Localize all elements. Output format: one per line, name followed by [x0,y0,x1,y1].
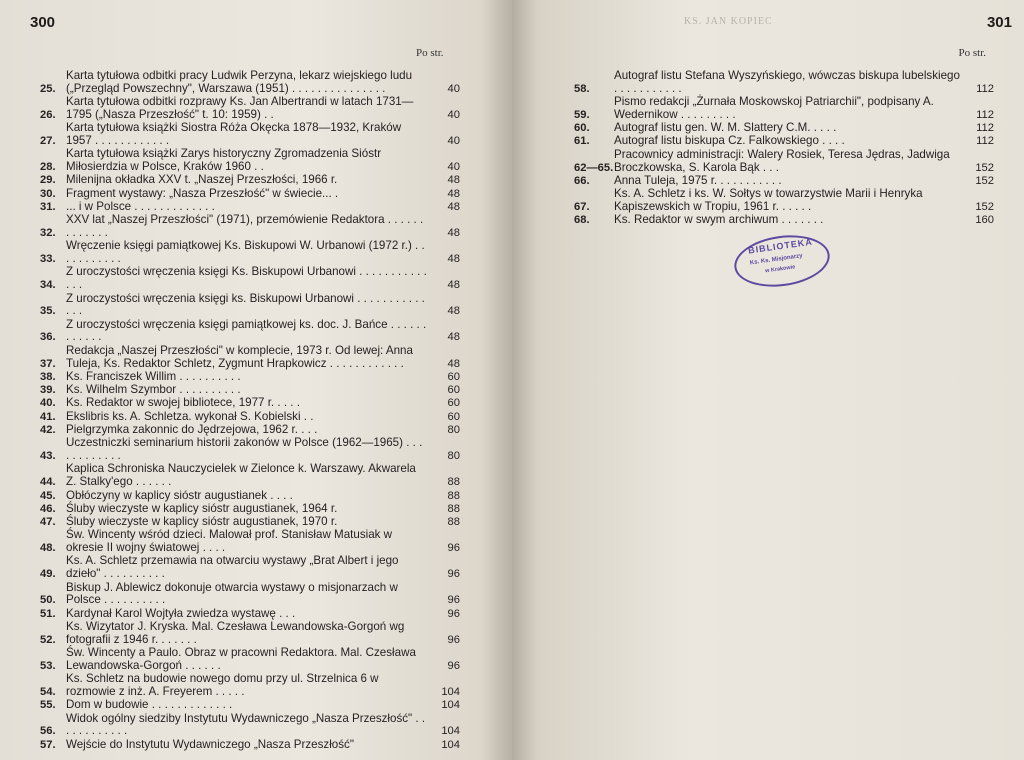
entry-number: 39. [40,384,56,397]
entry-number: 28. [40,161,56,174]
entry-number: 57. [40,738,56,751]
entry-number: 62—65. [574,161,614,174]
entry-caption: Z uroczystości wręczenia księgi Ks. Biskupowi Urbanowi . . . . . . . . . . . . . . [66,265,427,292]
entry-caption: Karta tytułowa książki Siostra Róża Okęcka 1878—1932, Kraków 1957 . . . . . . . . . . . . [66,121,402,147]
stamp-line-3: w Krakowie [764,264,796,275]
entry-page-number: 104 [441,738,460,751]
entry-number: 52. [40,633,56,646]
entry-number: 38. [40,370,56,383]
entry-page-number: 104 [441,699,460,712]
entry-page-number: 112 [976,122,994,135]
entry-page-number: 40 [447,82,460,95]
list-item [40,240,460,266]
entry-page-number: 48 [447,253,460,266]
list-item [40,411,460,424]
entry-number: 37. [40,357,56,370]
entry-caption: Uczestniczki seminarium historii zakonów w Polsce (1962—1965) . . . . . . . . . . . . [66,436,423,463]
right-page-number: 301 [986,14,1012,31]
entry-caption: Ks. A. Schletz i ks. W. Sołtys w towarzystwie Marii i Henryka Kapiszewskich w Tropiu, 1961 r. . . . . . [614,187,923,213]
entry-caption: Widok ogólny siedziby Instytutu Wydawniczego „Nasza Przeszłość" . . . . . . . . . . . . [66,711,426,738]
list-item [40,174,460,187]
entry-page-number: 112 [976,82,994,95]
entry-number: 51. [40,607,56,620]
list-item [40,463,460,489]
entry-caption: Ks. Schletz na budowie nowego domu przy ul. Strzelnica 6 w rozmowie z inż. A. Freyerem . . . . . [66,672,379,698]
list-item [574,149,994,175]
list-item [40,384,460,397]
list-item [40,699,460,712]
list-item [40,122,460,148]
list-item [40,437,460,463]
right-page [512,0,1024,760]
entry-page-number: 112 [976,108,994,121]
list-item [574,96,994,122]
entry-caption: Karta tytułowa odbitki rozprawy Ks. Jan Albertrandi w latach 1731—1795 („Nasza Przeszłość" t. 10: 1959) . . [66,95,414,121]
list-item [40,739,460,752]
entry-page-number: 60 [447,397,460,410]
list-item [574,188,994,214]
entry-page-number: 40 [447,134,460,147]
list-item [40,490,460,503]
entry-caption: Pracownicy administracji: Walery Rosiek, Teresa Jędras, Jadwiga Broczkowska, S. Karola Bąk . . . [614,147,950,174]
list-item [40,397,460,410]
entry-caption: ... i w Polsce . . . . . . . . . . . . . [66,199,215,213]
list-item [40,529,460,555]
entry-number: 60. [574,122,590,135]
library-stamp [731,230,833,293]
entry-page-number: 96 [447,633,460,646]
entry-page-number: 48 [447,357,460,370]
left-page-number: 300 [30,14,56,31]
entry-number: 41. [40,410,56,423]
entry-caption: Fragment wystawy: „Nasza Przeszłość" w świecie... . [66,186,339,200]
entry-caption: Wejście do Instytutu Wydawniczego „Nasza Przeszłość" [66,737,354,751]
entry-caption: Milenijna okładka XXV t. „Naszej Przeszłości, 1966 r. [66,173,338,187]
entry-page-number: 104 [441,685,460,698]
entry-caption: Redakcja „Naszej Przeszłości" w komplecie, 1973 r. Od lewej: Anna Tuleja, Ks. Redaktor Schletz, Zygmunt Hrapkowicz . . . . . . . . . . . . [66,343,413,370]
entry-caption: Śluby wieczyste w kaplicy sióstr augustianek, 1964 r. [66,501,338,515]
entry-page-number: 48 [447,174,460,187]
entry-page-number: 48 [447,227,460,240]
entry-page-number: 152 [975,200,994,213]
entry-number: 59. [574,108,590,121]
entry-caption: Obłóczyny w kaplicy sióstr augustianek . . . . [66,488,293,502]
entry-number: 25. [40,82,56,95]
entry-number: 48. [40,542,56,555]
entry-number: 35. [40,305,56,318]
entry-caption: Dom w budowie . . . . . . . . . . . . . [66,698,233,712]
entry-page-number: 88 [447,516,460,529]
list-item [40,647,460,673]
entry-number: 58. [574,82,590,95]
entry-page-number: 112 [976,135,994,148]
list-item [574,214,994,227]
entry-page-number: 96 [447,594,460,607]
entry-page-number: 48 [447,200,460,213]
entry-page-number: 80 [447,450,460,463]
entry-caption: Ks. Redaktor w swojej bibliotece, 1977 r. . . . . [66,396,300,410]
entry-number: 46. [40,502,56,515]
list-item [40,266,460,292]
entry-caption: Ks. Wizytator J. Kryska. Mal. Czesława Lewandowska-Gorgoń wg fotografii z 1946 r. . . . . . . [66,619,405,646]
left-entry-list [40,70,460,752]
entry-caption: Ks. Redaktor w swym archiwum . . . . . . . [614,213,824,227]
left-column-header: Po str. [416,47,444,59]
stamp-line-2: Ks. Ks. Misjonarzy [749,253,803,267]
entry-number: 56. [40,725,56,738]
entry-number: 30. [40,187,56,200]
entry-number: 36. [40,331,56,344]
entry-number: 47. [40,516,56,529]
list-item [40,293,460,319]
entry-caption: Autograf listu biskupa Cz. Falkowskiego . . . . [614,134,845,148]
entry-caption: Z uroczystości wręczenia księgi pamiątkowej ks. doc. J. Bańce . . . . . . . . . . . . [66,317,427,344]
entry-caption: Pismo redakcji „Żurnała Moskowskoj Patriarchii", podpisany A. Wedernikow . . . . . . . . . [614,95,934,121]
entry-number: 49. [40,568,56,581]
entry-caption: Anna Tuleja, 1975 r. . . . . . . . . . . [614,173,782,187]
entry-page-number: 96 [447,607,460,620]
entry-page-number: 48 [447,279,460,292]
entry-page-number: 96 [447,568,460,581]
list-item [574,122,994,135]
entry-page-number: 88 [447,502,460,515]
entry-number: 50. [40,594,56,607]
entry-number: 67. [574,200,590,213]
entry-number: 29. [40,174,56,187]
list-item [40,516,460,529]
entry-caption: Kaplica Schroniska Nauczycielek w Zielonce k. Warszawy. Akwarela Z. Stalky'ego . . . . . . [66,462,416,489]
list-item [40,673,460,699]
entry-page-number: 152 [975,161,994,174]
entry-caption: Św. Wincenty a Paulo. Obraz w pracowni Redaktora. Mal. Czesława Lewandowska-Gorgoń . . . . . . [66,646,416,672]
entry-caption: Pielgrzymka zakonnic do Jędrzejowa, 1962 r. . . . [66,423,318,437]
entry-caption: Ks. Franciszek Willim . . . . . . . . . . [66,369,241,383]
entry-number: 32. [40,227,56,240]
entry-caption: Wręczenie księgi pamiątkowej Ks. Biskupowi W. Urbanowi (1972 r.) . . . . . . . . . . . [66,239,425,266]
list-item [40,424,460,437]
list-item [40,148,460,174]
right-column-header: Po str. [958,47,986,59]
entry-caption: Ks. Wilhelm Szymbor . . . . . . . . . . [66,383,241,397]
entry-number: 43. [40,450,56,463]
entry-caption: XXV lat „Naszej Przeszłości" (1971), przemówienie Redaktora . . . . . . . . . . . . . [66,213,424,240]
list-item [40,582,460,608]
entry-number: 54. [40,685,56,698]
list-item [40,503,460,516]
entry-number: 45. [40,489,56,502]
entry-caption: Autograf listu Stefana Wyszyńskiego, wówczas biskupa lubelskiego . . . . . . . . . . . [614,69,960,95]
entry-number: 33. [40,253,56,266]
entry-page-number: 60 [447,384,460,397]
entry-number: 44. [40,476,56,489]
running-head: KS. JAN KOPIEC [684,16,773,27]
list-item [40,621,460,647]
entry-page-number: 48 [447,305,460,318]
entry-page-number: 40 [447,108,460,121]
entry-number: 42. [40,424,56,437]
list-item [40,319,460,345]
right-entry-list [574,70,994,228]
entry-caption: Kardynał Karol Wojtyła zwiedza wystawę . . . [66,606,296,620]
entry-caption: Ks. A. Schletz przemawia na otwarciu wystawy „Brat Albert i jego dzieło" . . . . . . . . . . [66,554,399,581]
entry-number: 61. [574,135,590,148]
entry-page-number: 60 [447,370,460,383]
entry-page-number: 152 [975,174,994,187]
list-item [40,345,460,371]
entry-caption: Autograf listu gen. W. M. Slattery C.M. . . . . [614,121,837,135]
list-item [40,188,460,201]
entry-page-number: 96 [447,542,460,555]
stamp-line-1: BIBLIOTEKA [747,236,814,256]
entry-page-number: 48 [447,331,460,344]
list-item [574,175,994,188]
entry-page-number: 88 [447,489,460,502]
entry-caption: Biskup J. Ablewicz dokonuje otwarcia wystawy o misjonarzach w Polsce . . . . . . . . . . [66,580,398,607]
entry-number: 31. [40,200,56,213]
entry-number: 68. [574,214,590,227]
entry-caption: Karta tytułowa odbitki pracy Ludwik Perzyna, lekarz wiejskiego ludu („Przegląd Powszechny", Warszawa (1951) . . . . . . . . . . . . . . . [66,69,413,95]
entry-number: 55. [40,699,56,712]
list-item [40,608,460,621]
list-item [40,713,460,739]
entry-caption: Z uroczystości wręczenia księgi ks. Biskupowi Urbanowi . . . . . . . . . . . . . . [66,291,425,318]
entry-page-number: 88 [447,476,460,489]
list-item [40,555,460,581]
entry-page-number: 40 [447,161,460,174]
list-item [40,214,460,240]
entry-page-number: 48 [447,187,460,200]
entry-number: 66. [574,174,590,187]
entry-caption: Karta tytułowa książki Zarys historyczny Zgromadzenia Sióstr Miłosierdzia w Polsce, Kraków 1960 . . [66,147,382,174]
entry-page-number: 60 [447,410,460,423]
entry-page-number: 104 [441,725,460,738]
entry-caption: Ekslibris ks. A. Schletza. wykonał S. Kobielski . . [66,409,314,423]
entry-number: 40. [40,397,56,410]
list-item [40,96,460,122]
entry-page-number: 160 [975,214,994,227]
entry-caption: Śluby wieczyste w kaplicy sióstr augustianek, 1970 r. [66,515,338,529]
entry-number: 53. [40,659,56,672]
entry-page-number: 80 [447,424,460,437]
entry-number: 34. [40,279,56,292]
list-item [574,135,994,148]
list-item [40,201,460,214]
entry-number: 26. [40,108,56,121]
entry-page-number: 96 [447,659,460,672]
list-item [40,70,460,96]
entry-number: 27. [40,134,56,147]
list-item [40,371,460,384]
entry-caption: Św. Wincenty wśród dzieci. Malował prof. Stanisław Matusiak w okresie II wojny światowej . . . . [66,528,393,555]
list-item [574,70,994,96]
